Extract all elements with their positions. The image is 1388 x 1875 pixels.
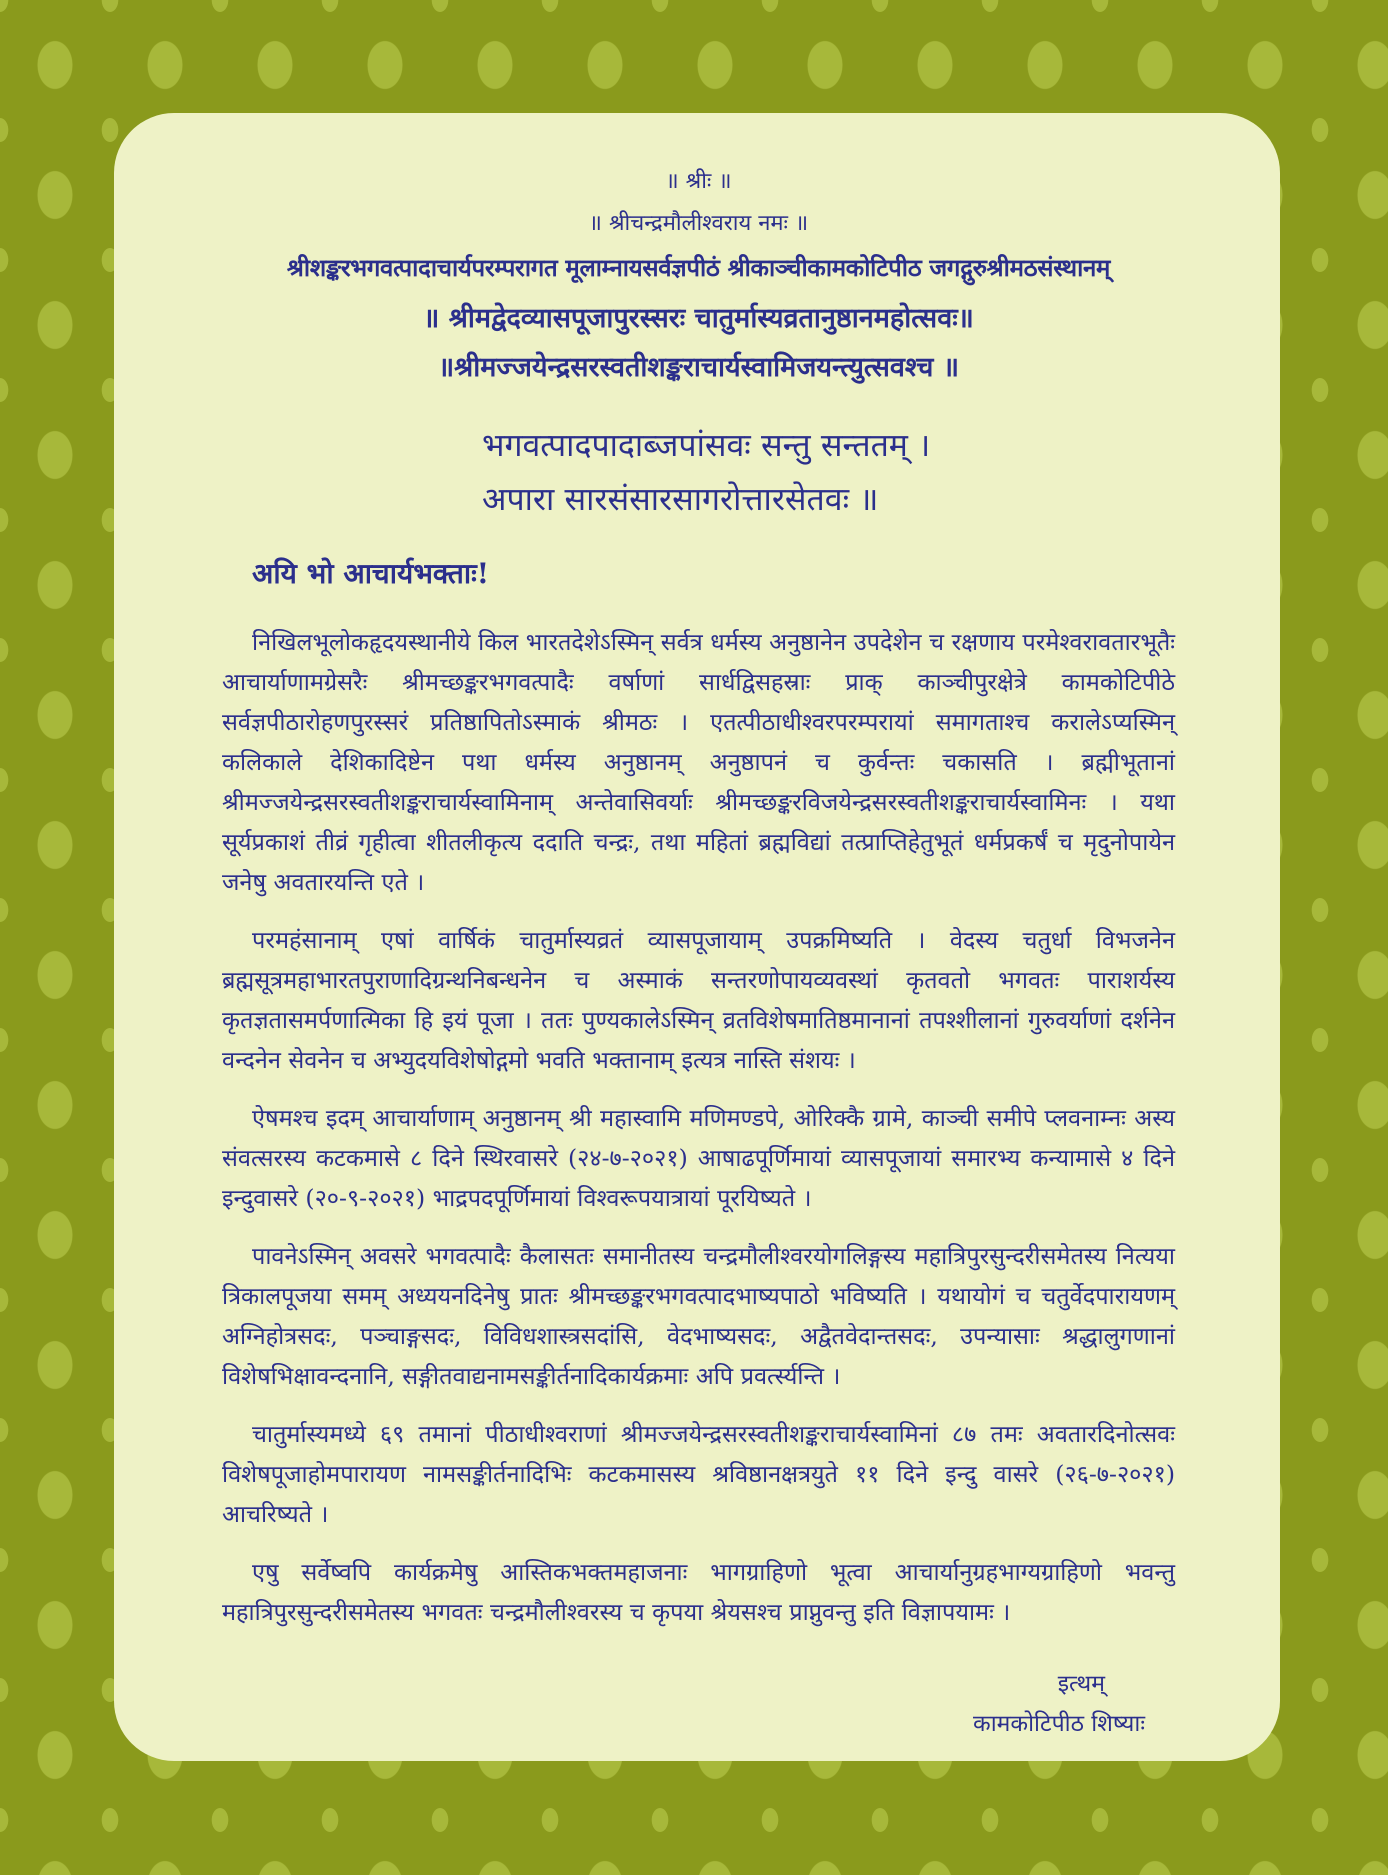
invocation-shri: ॥ श्रीः ॥ — [665, 169, 732, 194]
invocation-chandramoulishwara: ॥ श्रीचन्द्रमौलीश्वराय नमः ॥ — [588, 211, 809, 236]
paragraph-6: एषु सर्वेष्वपि कार्यक्रमेषु आस्तिकभक्तमहाजनाः भागग्राहिणो भूत्वा आचार्यानुग्रहभाग्यग्राहिणो भवन्तु महात्रिपुरसुन्दरीसमेतस्य भगवतः चन्द्रमौलीश्वरस्य च कृपया श्रेयसश्च प्राप्नुवन्तु इति विज्ञापयामः । — [222, 1558, 1175, 1626]
greeting: अयि भो आचार्यभक्ताः! — [252, 557, 490, 590]
signature — [222, 1664, 1175, 1744]
paragraph-1: निखिलभूलोकहृदयस्थानीये किल भारतदेशेऽस्मिन् सर्वत्र धर्मस्य अनुष्ठानेन उपदेशेन च रक्षणाय परमेश्वरावतारभूतैः आचार्याणामग्रेसरैः श्रीमच्छङ्करभगवत्पादैः वर्षाणां सार्धद्विसहस्राः प्राक् काञ्चीपुरक्षेत्रे कामकोटिपीठे सर्वज्ञपीठारोहणपुरस्सरं प्रतिष्ठापितोऽस्माकं श्रीमठः । एतत्पीठाधीश्वरपरम्परायां समागताश्च करालेऽप्यस्मिन् कलिकाले देशिकादिष्टेन पथा धर्मस्य अनुष्ठानम् अनुष्ठापनं च कुर्वन्तः चकासति । ब्रह्मीभूतानां श्रीमज्जयेन्द्रसरस्वतीशङ्कराचार्यस्वामिनाम् अन्तेवासिवर्याः श्रीमच्छङ्करविजयेन्द्रसरस्वतीशङ्कराचार्यस्वामिनः । यथा सूर्यप्रकाशं तीव्रं गृहीत्वा शीतलीकृत्य ददाति चन्द्रः, तथा महितां ब्रह्मविद्यां तत्प्राप्तिहेतुभूतं धर्मप्रकर्षं च मृदुनोपायेन जनेषु अवतारयन्ति एते । — [222, 628, 1175, 896]
signature-line-2: कामकोटिपीठ शिष्याः — [973, 1711, 1145, 1737]
shloka-line-2: अपारा सारसंसारसागरोत्तारसेतवः ॥ — [482, 480, 879, 518]
paragraph-2: परमहंसानाम् एषां वार्षिकं चातुर्मास्यव्रतं व्यासपूजायाम् उपक्रमिष्यति । वेदस्य चतुर्धा विभजनेन ब्रह्मसूत्रमहाभारतपुराणादिग्रन्थनिबन्धनेन च अस्माकं सन्तरणोपायव्यवस्थां कृतवतो भगवतः पाराशर्यस्य कृतज्ञतासमर्पणात्मिका हि इयं पूजा । ततः पुण्यकालेऽस्मिन् व्रतविशेषमातिष्ठमानानां तपश्शीलानां गुरुवर्याणां दर्शनेन वन्दनेन सेवनेन च अभ्युदयविशेषोद्गमो भवति भक्तानाम् इत्यत्र नास्ति संशयः । — [222, 926, 1175, 1074]
paragraph-5: चातुर्मास्यमध्ये ६९ तमानां पीठाधीश्वराणां श्रीमज्जयेन्द्रसरस्वतीशङ्कराचार्यस्वामिनां ८७ तमः अवतारदिनोत्सवः विशेषपूजाहोमपारायण नामसङ्कीर्तनादिभिः कटकमासस्य श्रविष्ठानक्षत्रयुते ११ दिने इन्दु वासरे (२६-७-२०२१) आचरिष्यते । — [222, 1420, 1175, 1528]
institution-title: श्रीशङ्करभगवत्पादाचार्यपरम्परागत मूलाम्नायसर्वज्ञपीठं श्रीकाञ्चीकामकोटिपीठ जगद्गुरुश्रीमठसंस्थानम् — [286, 253, 1111, 282]
signature-line-1: इत्थम् — [1057, 1671, 1105, 1697]
jayanti-title: ॥श्रीमज्जयेन्द्रसरस्वतीशङ्कराचार्यस्वामिजयन्त्युत्सवश्च ॥ — [437, 352, 960, 383]
festival-title: ॥ श्रीमद्वेदव्यासपूजापुरस्सरः चातुर्मास्यव्रतानुष्ठानमहोत्सवः॥ — [423, 303, 974, 334]
shloka-line-1: भगवत्पादपादाब्जपांसवः सन्तु सन्ततम् । — [482, 426, 931, 464]
paragraph-3: ऐषमश्च इदम् आचार्याणाम् अनुष्ठानम् श्री महास्वामि मणिमण्डपे, ओरिक्कै ग्रामे, काञ्ची समीपे प्लवनाम्नः अस्य संवत्सरस्य कटकमासे ८ दिने स्थिरवासरे (२४-७-२०२१) आषाढपूर्णिमायां व्यासपूजायां समारभ्य कन्यामासे ४ दिने इन्दुवासरे (२०-९-२०२१) भाद्रपदपूर्णिमायां विश्वरूपयात्रायां पूरयिष्यते । — [222, 1104, 1175, 1212]
paragraph-4: पावनेऽस्मिन् अवसरे भगवत्पादैः कैलासतः समानीतस्य चन्द्रमौलीश्वरयोगलिङ्गस्य महात्रिपुरसुन्दरीसमेतस्य नित्यया त्रिकालपूजया समम् अध्ययनदिनेषु प्रातः श्रीमच्छङ्करभगवत्पादभाष्यपाठो भविष्यति । यथायोगं च चतुर्वेदपारायणम् अग्निहोत्रसदः, पञ्चाङ्गसदः, विविधशास्त्रसदांसि, वेदभाष्यसदः, अद्वैतवेदान्तसदः, उपन्यासाः श्रद्धालुगणानां विशेषभिक्षावन्दनानि, सङ्गीतवाद्यनामसङ्कीर्तनादिकार्यक्रमाः अपि प्रवर्त्स्यन्ति । — [222, 1242, 1175, 1390]
shloka — [482, 418, 1175, 526]
invitation-card — [114, 113, 1280, 1761]
